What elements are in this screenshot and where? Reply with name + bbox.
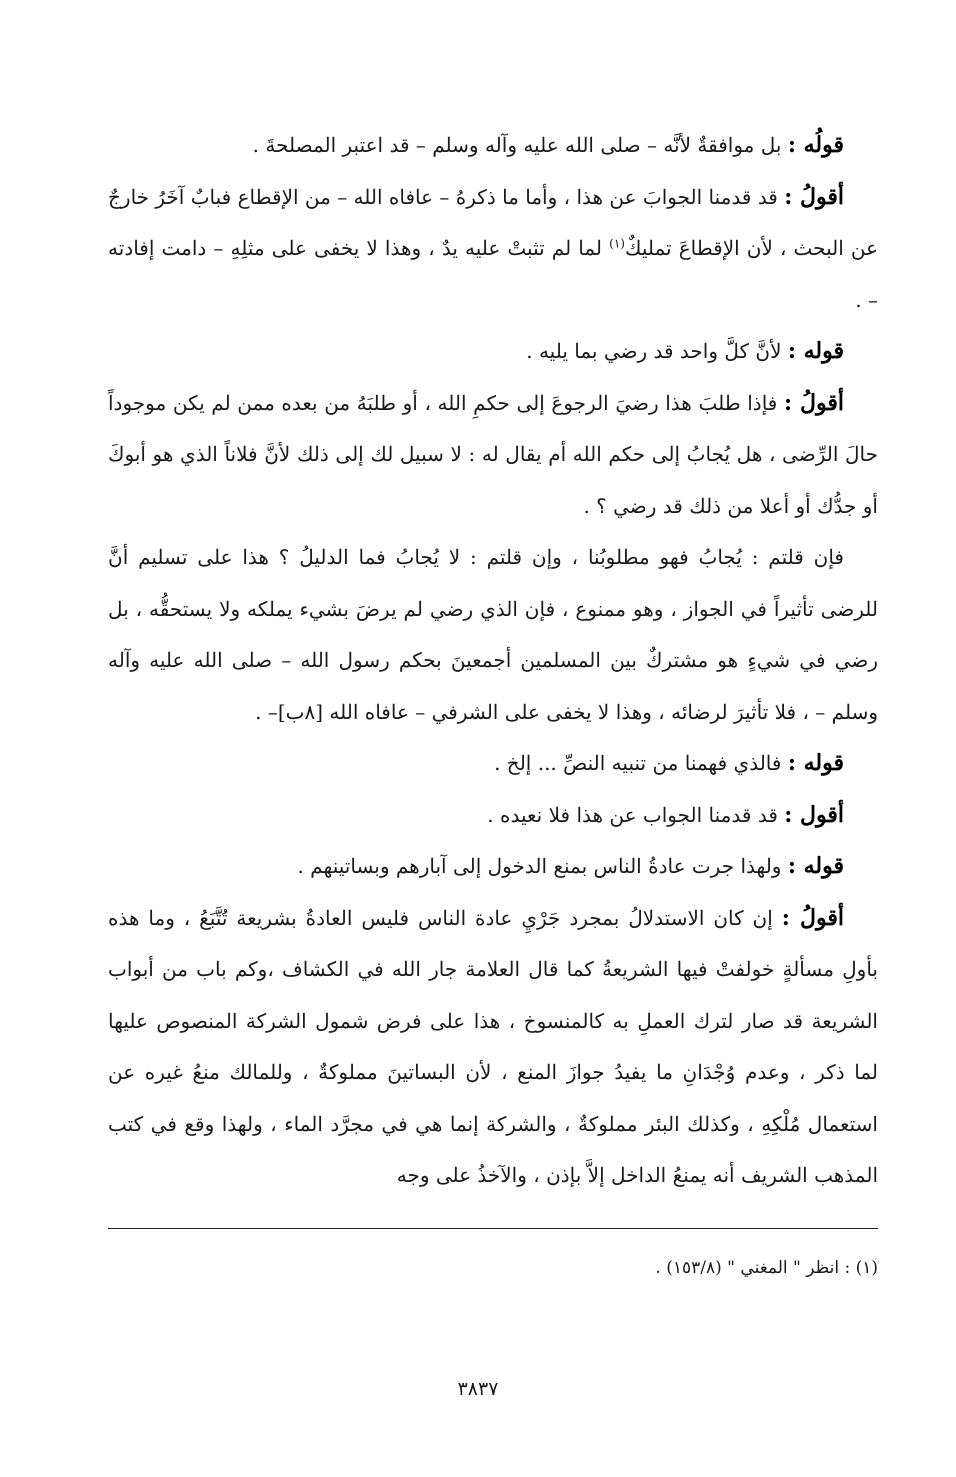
paragraph	[108, 172, 878, 327]
paragraph-text: بل موافقةٌ لأنَّه – صلى الله عليه وآله وسلم – قد اعتبر المصلحةَ .	[252, 133, 788, 157]
paragraph-text: قد قدمنا الجوابَ عن هذا ، وأما ما ذكرهُ – عافاه الله – من الإقطاع فبابٌ آخَرُ خارجٌ عن البحث ، لأن الإقطاعَ تمليكٌ	[108, 184, 879, 260]
paragraph-lead: أقول :	[784, 801, 844, 828]
paragraph	[108, 893, 878, 1202]
paragraph	[108, 532, 878, 738]
page-number: ٣٨٣٧	[457, 1378, 499, 1400]
paragraph	[108, 120, 878, 172]
paragraph-lead: قولُه :	[787, 132, 844, 158]
main-text	[108, 120, 878, 1202]
paragraph-lead: قوله :	[787, 338, 844, 364]
footnote-reference[interactable]: (١)	[609, 236, 625, 251]
paragraph-text-continued: لما لم تثبتْ عليه يدٌ ، وهذا لا يخفى على مثلِهِ – دامت إفادته – .	[108, 236, 878, 312]
paragraph-lead: أقولُ :	[781, 904, 844, 931]
paragraph-lead: قوله :	[787, 750, 844, 776]
paragraph-lead: أقولُ :	[784, 183, 844, 210]
paragraph	[108, 738, 878, 790]
paragraph-text: ولهذا جرت عادةُ الناس بمنع الدخول إلى آبارهم وبساتينهم .	[297, 854, 788, 878]
footnote: (١) : انظر " المغني " (١٥٣/٨) .	[655, 1258, 878, 1278]
paragraph	[108, 326, 878, 378]
footnote-divider	[108, 1228, 878, 1229]
paragraph-text: إن كان الاستدلالُ بمجرد جَرْيِ عادة الناس فليس العادةُ بشريعة تُتَّبَعُ ، وما هذه بأولِ مسألةٍ خولفتْ فيها الشريعةُ كما قال العلامة جار الله في الكشاف ،وكم باب من أبواب الشريعة قد صار لترك العملِ به كالمنسوخ ، هذا على فرض شمول الشركة المنصوص عليها لما ذكر ، وعدم وُجْدَانِ ما يفيدُ جوازَ المنع ، لأن البساتينَ مملوكةٌ ، وللمالك منعُ غيره عن استعمال مُلْكِهِ ، وكذلك البئر مملوكةٌ ، والشركة إنما هي في مجرَّد الماء ، ولهذا وقع في كتب المذهب الشريف أنه يمنعُ الداخل إلاَّ بإذن ، والآخذُ على وجه	[108, 905, 878, 1187]
paragraph-lead: قوله :	[787, 853, 844, 879]
paragraph-text: لأنَّ كلَّ واحد قد رضي بما يليه .	[526, 339, 788, 363]
paragraph-text: فإذا طلبَ هذا رضيَ الرجوعَ إلى حكمِ الله ، أو طلبَهُ من بعده ممن لم يكن موجوداً حالَ الرِّضى ، هل يُجابُ إلى حكم الله أم يقال له : لا سبيل لك إلى ذلك لأنَّ فلاناً الذي هو أبوكَ أو جدُّك أو أعلا من ذلك قد رضي ؟ .	[108, 390, 878, 518]
paragraph-text: قد قدمنا الجواب عن هذا فلا نعيده .	[487, 802, 785, 827]
paragraph	[108, 841, 878, 893]
paragraph-lead: أقولُ :	[783, 389, 844, 416]
paragraph-text: فالذي فهمنا من تنبيه النصِّ ... إلخ .	[494, 751, 788, 775]
paragraph	[108, 790, 878, 842]
paragraph	[108, 378, 878, 533]
paragraph-text: فإن قلتم : يُجابُ فهو مطلوبُنا ، وإن قلتم : لا يُجابُ فما الدليلُ ؟ هذا على تسليم أنَّ للرضى تأثيراً في الجواز ، وهو ممنوع ، فإن الذي رضي لم يرضَ بشيء يملكه ولا يستحقُّه ، بل رضي في شيءٍ هو مشتركٌ بين المسلمين أجمعينَ بحكم رسول الله – صلى الله عليه وآله وسلم – ، فلا تأثيرَ لرضائه ، وهذا لا يخفى على الشرفي – عافاه الله [٨ب]– .	[108, 545, 878, 724]
